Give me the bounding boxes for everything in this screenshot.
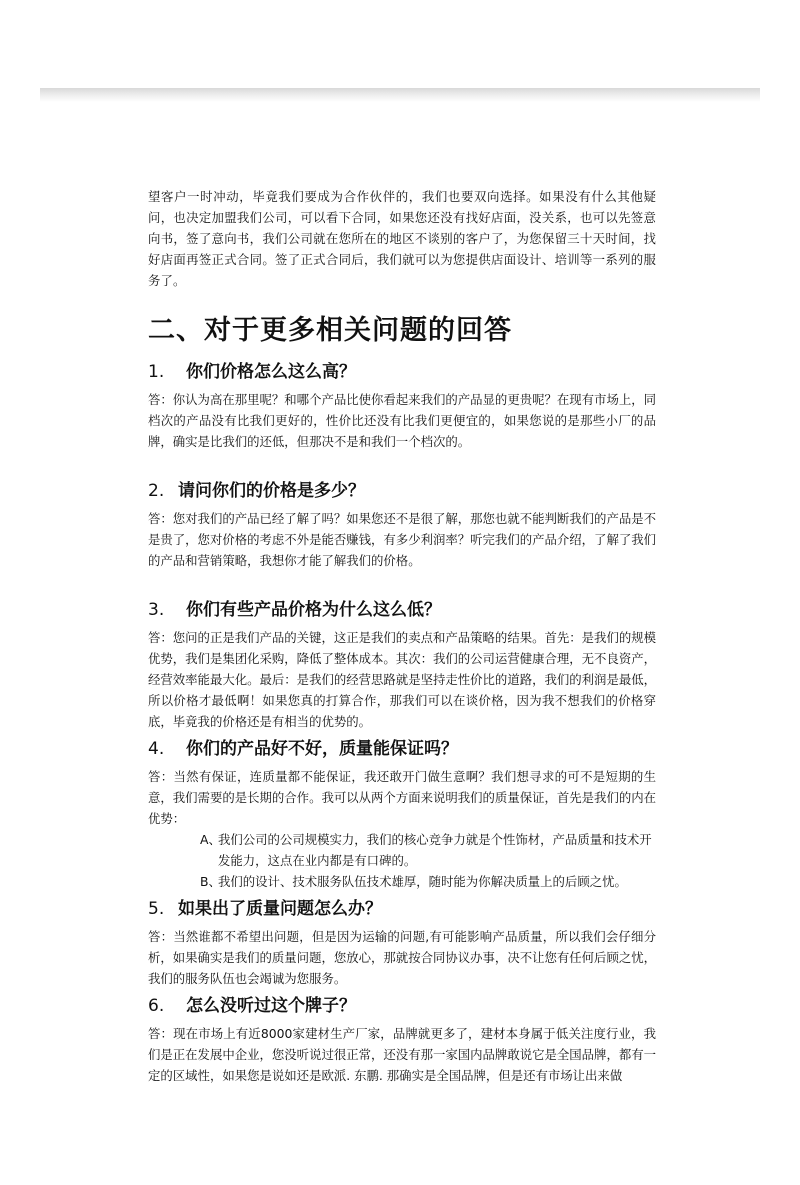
question-text: 你们的产品好不好，质量能保证吗？ — [186, 739, 458, 759]
question-block-6 — [148, 993, 656, 1086]
question-block-5 — [148, 896, 656, 989]
question-text: 你们价格怎么这么高？ — [186, 362, 356, 382]
list-item — [200, 871, 656, 892]
answer-paragraph: 答：当然有保证，连质量都不能保证，我还敢开门做生意啊？我们想寻求的可不是短期的生意，我们需要的是长期的合作。我可以从两个方面来说明我们的质量保证，首先是我们的内在优势： — [148, 769, 657, 826]
question-title — [148, 597, 656, 623]
list-item — [200, 829, 656, 871]
page-top-edge — [40, 88, 760, 102]
question-text: 请问你们的价格是多少？ — [178, 481, 365, 501]
section-title: 二、对于更多相关问题的回答 — [148, 315, 512, 346]
question-title — [148, 736, 656, 762]
question-title — [148, 993, 656, 1019]
question-number: 4. — [148, 739, 165, 759]
answer-paragraph: 答：你认为高在那里呢？和哪个产品比使你看起来我们的产品显的更贵呢？在现有市场上，同档次的产品没有比我们更好的，性价比还没有比我们更便宜的，如果您说的是那些小厂的品牌，确实是比我们的还低，但那决不是和我们一个档次的。 — [148, 392, 657, 449]
list-text: 我们公司的公司规模实力，我们的核心竞争力就是个性饰材，产品质量和技术开发能力，这点在业内都是有口碑的。 — [218, 832, 652, 868]
list-text: 我们的设计、技术服务队伍技术雄厚，随时能为你解决质量上的后顾之忧。 — [218, 874, 627, 889]
answer-paragraph: 答：您对我们的产品已经了解了吗？如果您还不是很了解，那您也就不能判断我们的产品是不是贵了，您对价格的考虑不外是能否赚钱，有多少利润率？听完我们的产品介绍，了解了我们的产品和营销策略，我想你才能了解我们的价格。 — [148, 511, 657, 568]
list-marker: A、 — [200, 832, 221, 847]
question-block-1 — [148, 359, 656, 452]
question-number: 3. — [148, 600, 165, 620]
question-number: 5. — [148, 899, 165, 919]
question-block-2 — [148, 478, 656, 571]
advantage-list — [148, 829, 656, 892]
answer-paragraph: 答：当然谁都不希望出问题，但是因为运输的问题,有可能影响产品质量，所以我们会仔细分析，如果确实是我们的质量问题，您放心，那就按合同协议办事，决不让您有任何后顾之忧，我们的服务队伍也会竭诚为您服务。 — [148, 929, 657, 986]
question-title — [148, 478, 656, 504]
question-block-4 — [148, 736, 656, 892]
question-title — [148, 359, 656, 385]
answer-paragraph: 答：现在市场上有近8000家建材生产厂家，品牌就更多了，建材本身属于低关注度行业，我们是正在发展中企业，您没听说过很正常，还没有那一家国内品牌敢说它是全国品牌，都有一定的区域性，如果您是说如还是欧派. 东鹏. 那确实是全国品牌，但是还有市场让出来做 — [148, 1026, 657, 1083]
intro-paragraph: 望客户一时冲动，毕竟我们要成为合作伙伴的，我们也要双向选择。如果没有什么其他疑问，也决定加盟我们公司，可以看下合同，如果您还没有找好店面，没关系，也可以先签意向书，签了意向书，我们公司就在您所在的地区不谈别的客户了，为您保留三十天时间，找好店面再签正式合同。签了正式合同后，我们就可以为您提供店面设计、培训等一系列的服务了。 — [148, 189, 656, 288]
question-text: 怎么没听过这个牌子？ — [186, 996, 356, 1016]
question-title — [148, 896, 656, 922]
question-text: 如果出了质量问题怎么办？ — [178, 899, 382, 919]
document-page — [148, 186, 656, 1086]
list-marker: B、 — [200, 874, 221, 889]
question-text: 你们有些产品价格为什么这么低？ — [186, 600, 441, 620]
question-number: 6. — [148, 996, 165, 1016]
answer-paragraph: 答：您问的正是我们产品的关键，这正是我们的卖点和产品策略的结果。首先：是我们的规模优势，我们是集团化采购，降低了整体成本。其次：我们的公司运营健康合理，无不良资产，经营效率能最大化。最后：是我们的经营思路就是坚持走性价比的道路，我们的利润是最低，所以价格才最低啊！如果您真的打算合作，那我们可以在谈价格，因为我不想我们的价格穿底，毕竟我的价格还是有相当的优势的。 — [148, 630, 657, 729]
question-block-3 — [148, 597, 656, 732]
question-number: 2. — [148, 481, 165, 501]
question-number: 1. — [148, 362, 165, 382]
